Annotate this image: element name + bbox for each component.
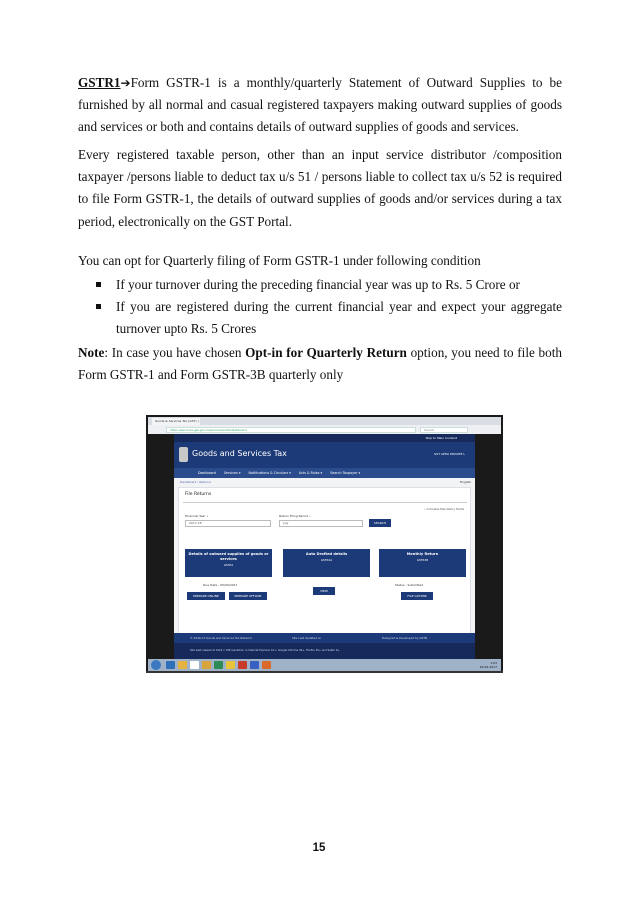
emblem-icon xyxy=(179,447,188,462)
language-selector: English xyxy=(460,480,471,484)
prepare-offline-button: PREPARE OFFLINE xyxy=(229,592,267,600)
nav-item: Dashboard xyxy=(198,471,216,475)
intro-text: Form GSTR-1 is a monthly/quarterly Statement of Outward Supplies to be furnished by all normal and casual registered taxpayers making outward supplies of goods and services or both and contains details of outward supplies of goods and services. xyxy=(78,75,562,135)
media-icon xyxy=(202,661,211,669)
browser-address-bar xyxy=(148,425,501,434)
browser-tabbar xyxy=(148,417,501,425)
list-item: If you are registered during the current financial year and expect your aggregate turnover upto Rs. 5 Crores xyxy=(96,296,562,340)
return-period-select: July xyxy=(279,520,363,527)
filing-requirement-paragraph: Every registered taxable person, other than an input service distributor /composition taxpayer /persons liable to deduct tax u/s 51 / persons liable to collect tax u/s 52 is required to file Form GSTR-1, the details of outward supplies of goods and/or services during a tax period, electronically on the GST Portal. xyxy=(78,147,562,229)
word-icon xyxy=(250,661,259,669)
gstr3b-card: Monthly Return GSTR3B xyxy=(379,549,466,577)
powerpoint-icon xyxy=(262,661,271,669)
quarterly-option-paragraph: You can opt for Quarterly filing of Form GSTR-1 under following condition xyxy=(78,253,481,268)
nav-item: Acts & Rules ▾ xyxy=(298,471,323,475)
breadcrumb: Dashboard › Returns English xyxy=(180,480,471,484)
site-title: Goods and Services Tax xyxy=(192,449,287,458)
browser-support-note: Site best viewed at 1024 x 768 resolution in Internet Explorer 10+, Google Chrome 49+, Firefox 45+ and Safari 6+ xyxy=(174,643,475,659)
condition-list xyxy=(96,274,562,341)
gst-portal-screenshot xyxy=(146,415,503,673)
financial-year-select: 2017-18 xyxy=(185,520,271,527)
file-returns-panel xyxy=(178,487,471,637)
folder-icon xyxy=(178,661,187,669)
return-period-label: Return Filing Period • xyxy=(279,514,311,518)
intro-paragraph xyxy=(78,72,562,139)
nav-item: Services ▾ xyxy=(223,471,241,475)
document-icon xyxy=(190,661,199,669)
windows-taskbar xyxy=(148,659,501,671)
bullet-square-icon xyxy=(96,304,101,309)
browser-search-field: Search xyxy=(420,427,468,433)
site-header xyxy=(174,442,475,468)
search-button: SEARCH xyxy=(369,519,391,527)
file-gstr3b-button: FILE GSTR3B xyxy=(401,592,433,600)
skip-link: Skip to Main Content xyxy=(174,434,475,442)
prepare-online-button: PREPARE ONLINE xyxy=(187,592,225,600)
note-paragraph: Note: In case you have chosen Opt-in for Quarterly Return option, you need to file both Form GSTR-1 and Form GSTR-3B quarterly only xyxy=(78,345,562,383)
list-item: If your turnover during the preceding financial year was up to Rs. 5 Crore or xyxy=(96,274,562,296)
right-arrow-icon: ➔ xyxy=(120,76,131,90)
divider xyxy=(183,502,467,503)
due-date: Due Date - 05/09/2017 xyxy=(203,583,238,587)
browser-tab: Goods & Services Tax (GST) | xyxy=(152,418,200,425)
site-footer: © 2016-17 Goods and Services Tax Network Site Last Updated on Designed & Developed by GSTN xyxy=(174,633,475,643)
url-field: https://services.gst.gov.in/services/auth/dashboard xyxy=(166,427,416,433)
taskbar-clock: 1:03 16-09-2017 xyxy=(479,661,497,669)
nav-item: Search Taxpayer ▾ xyxy=(330,471,361,475)
pdf-icon xyxy=(238,661,247,669)
view-button: VIEW xyxy=(313,587,335,595)
financial-year-label: Financial Year • xyxy=(185,514,209,518)
nav-item: Notifications & Circulars ▾ xyxy=(248,471,291,475)
site-nav xyxy=(174,468,475,478)
user-menu: GST APPLI PRIVATE L xyxy=(433,452,465,456)
start-button-icon xyxy=(151,660,161,670)
note-option-name: Opt-in for Quarterly Return xyxy=(245,345,407,360)
panel-title: File Returns xyxy=(185,492,212,497)
gstr2a-card: Auto Drafted details GSTR2A xyxy=(283,549,370,577)
gstr1-heading: GSTR1 xyxy=(78,75,121,90)
ie-icon xyxy=(166,661,175,669)
mandatory-note: • Indicates Mandatory Fields xyxy=(424,507,464,511)
gst-site xyxy=(174,434,475,659)
excel-icon xyxy=(214,661,223,669)
note-label: Note xyxy=(78,345,105,360)
gstr1-card: Details of outward supplies of goods or services GSTR1 xyxy=(185,549,272,577)
bullet-square-icon xyxy=(96,282,101,287)
page-number: 15 xyxy=(312,842,326,854)
chrome-icon xyxy=(226,661,235,669)
return-status: Status - Submitted xyxy=(395,583,424,587)
